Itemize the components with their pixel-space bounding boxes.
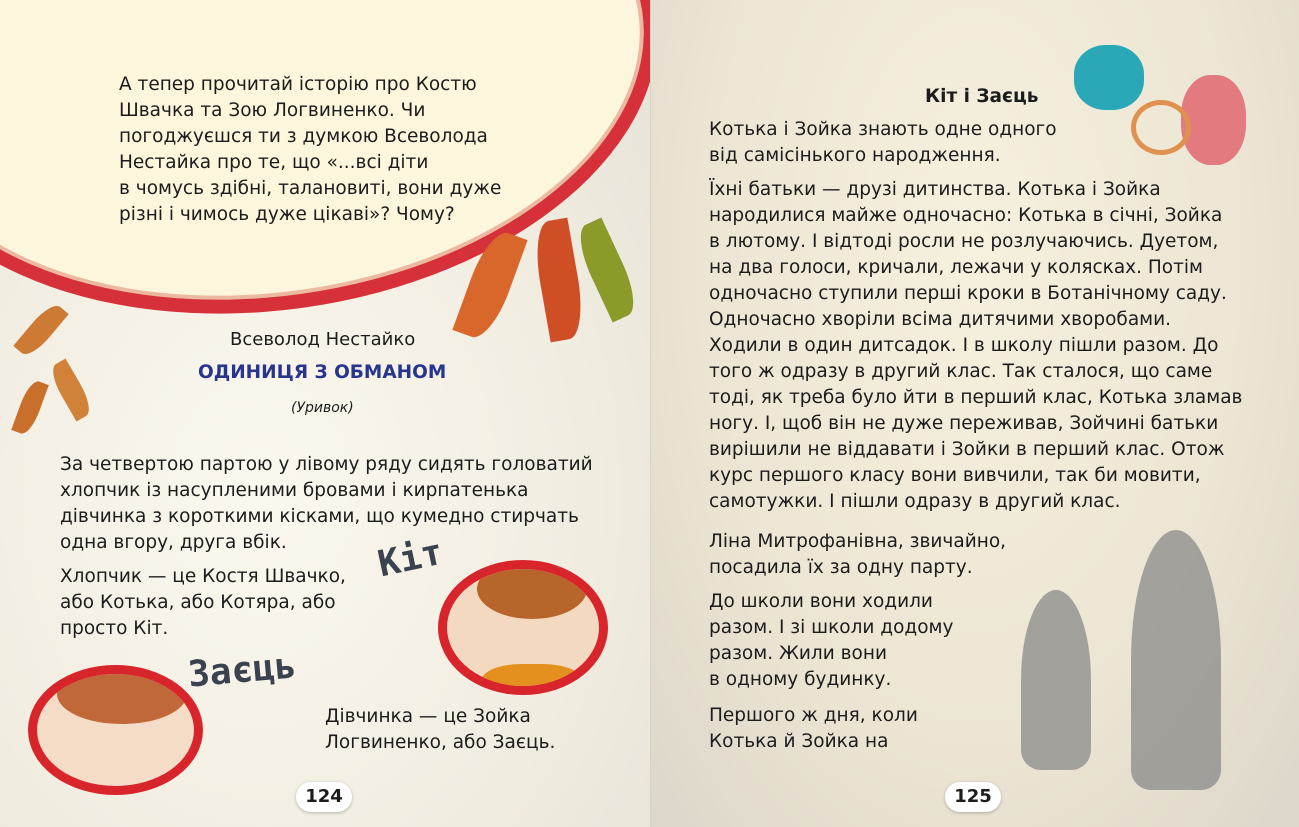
text-line: Ходили в один дитсадок. І в школу пішли разом. До: [709, 335, 1219, 356]
text-line: До школи вони ходили: [709, 591, 933, 612]
text-line: Дівчинка — це Зойка: [325, 706, 531, 727]
text-line: вирішили не віддавати і Зойки в перший клас. Отож: [709, 439, 1225, 460]
text-line: одна вгору, друга вбік.: [60, 532, 287, 553]
page-number: 124: [296, 782, 352, 812]
story-title: ОДИНИЦЯ З ОБМАНОМ: [198, 362, 447, 383]
right-page: [650, 0, 1299, 827]
text-line: разом. І зі школи додому: [709, 617, 954, 638]
text-line: Швачка та Зою Логвиненко. Чи: [119, 100, 426, 121]
boy-portrait: [438, 560, 608, 695]
leaf-decoration: [530, 218, 588, 343]
leaf-decoration: [570, 218, 643, 323]
text-line: тоді, як треба було йти в перший клас, Котька зламав: [709, 387, 1243, 408]
text-line: хлопчик із насупленими бровами і кирпатенька: [60, 480, 529, 501]
text-line: Котька й Зойка на: [709, 731, 889, 752]
label-hare: Заєць: [186, 645, 298, 696]
text-line: просто Кіт.: [60, 618, 169, 639]
text-line: народилися майже одночасно: Котька в січні, Зойка: [709, 205, 1223, 226]
page-number: 125: [945, 782, 1001, 812]
text-line: ногу. І, щоб він не дуже переживав, Зойчині батьки: [709, 413, 1219, 434]
text-line: в лютому. І відтоді росли не розлучаючись. Дуетом,: [709, 231, 1219, 252]
pacifier-pink-icon: [1181, 75, 1246, 165]
text-line: посадила їх за одну парту.: [709, 557, 973, 578]
text-line: в одному будинку.: [709, 669, 892, 690]
text-line: одночасно ступили перші кроки в Ботанічному саду.: [709, 283, 1227, 304]
text-line: курс першого класу вони вивчили, так би мовити,: [709, 465, 1201, 486]
text-line: разом. Жили вони: [709, 643, 887, 664]
pacifier-blue-icon: [1074, 45, 1144, 110]
text-line: Одночасно хворіли всіма дитячими хворобами.: [709, 309, 1172, 330]
text-line: Їхні батьки — друзі дитинства. Котька і Зойка: [709, 179, 1161, 200]
chapter-title: Кіт і Заєць: [925, 86, 1039, 107]
leaf-decoration: [13, 300, 68, 360]
text-line: того ж одразу в другий клас. Так сталося, що саме: [709, 361, 1213, 382]
girl-shadow: [1021, 590, 1091, 770]
text-line: Першого ж дня, коли: [709, 705, 918, 726]
text-line: погоджуєшся ти з думкою Всеволода: [119, 126, 488, 147]
text-line: від самісінького народження.: [709, 145, 1001, 166]
text-line: За четвертою партою у лівому ряду сидять головатий: [60, 454, 593, 475]
pacifier-ring: [1131, 100, 1191, 155]
girl-portrait: [28, 665, 203, 795]
text-line: або Котька, або Котяра, або: [60, 592, 336, 613]
text-line: Нестайка про те, що «...всі діти: [119, 152, 429, 173]
label-cat: Кіт: [374, 531, 447, 586]
text-line: дівчинка з короткими кісками, що кумедно стирчать: [60, 506, 579, 527]
text-line: Хлопчик — це Костя Швачко,: [60, 566, 346, 587]
text-line: Логвиненко, або Заєць.: [325, 732, 556, 753]
text-line: Ліна Митрофанівна, звичайно,: [709, 531, 1007, 552]
leaf-decoration: [11, 378, 49, 437]
text-line: різні і чимось дуже цікаві»? Чому?: [119, 204, 455, 225]
leaf-decoration: [46, 359, 95, 422]
boy-shadow: [1131, 530, 1221, 790]
text-line: на два голоси, кричали, лежачи у колясках. Потім: [709, 257, 1203, 278]
text-line: А тепер прочитай історію про Костю: [119, 74, 477, 95]
text-line: в чомусь здібні, талановиті, вони дуже: [119, 178, 502, 199]
text-line: самотужки. І пішли одразу в другий клас.: [709, 491, 1121, 512]
author: Всеволод Нестайко: [230, 329, 416, 350]
text-line: Котька і Зойка знають одне одного: [709, 119, 1057, 140]
excerpt-note: (Уривок): [291, 400, 354, 416]
